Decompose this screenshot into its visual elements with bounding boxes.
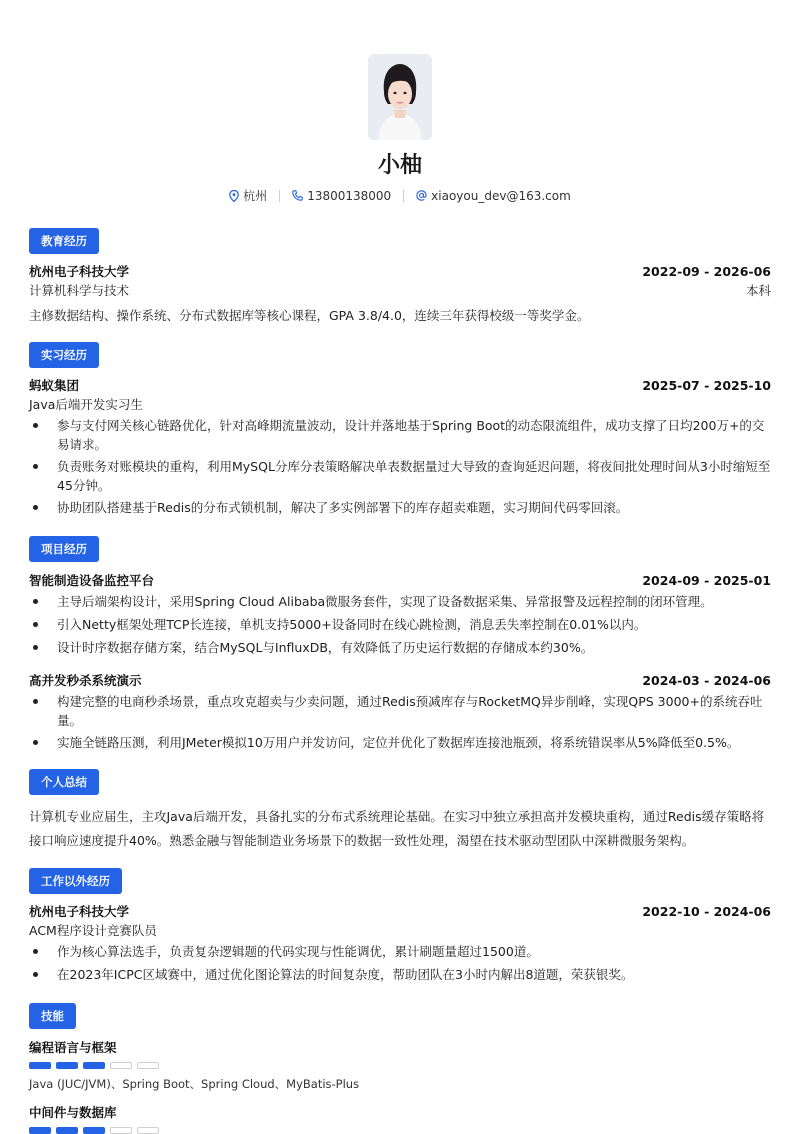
extra-date: 2022-10 - 2024-06 [642,904,771,919]
summary-text: 计算机专业应届生，主攻Java后端开发，具备扎实的分布式系统理论基础。在实习中独立承担高并发模块重构，通过Redis缓存策略将接口响应速度提升40%。熟悉金融与智能制造业务场景下的数据一致性处理，渴望在技术驱动型团队中深耕微服务架构。 [29,809,765,848]
section-projects [29,536,771,752]
degree: 本科 [745,283,771,298]
list-item: 引入Netty框架处理TCP长连接，单机支持5000+设备同时在线心跳检测，消息丢失率控制在0.01%以内。 [29,615,771,634]
education-date: 2022-09 - 2026-06 [642,264,771,279]
company-name: 蚂蚁集团 [29,378,80,393]
section-tag-summary: 个人总结 [29,769,99,795]
level-segment-filled [83,1127,105,1134]
skill-item [29,1103,771,1134]
section-tag-skills: 技能 [29,1003,76,1029]
contact-phone [292,189,391,203]
level-segment-empty [110,1127,132,1134]
list-item: 协助团队搭建基于Redis的分布式锁机制，解决了多实例部署下的库存超卖难题，实习期间代码零回滚。 [29,498,771,517]
skill-level-bar [29,1062,771,1069]
contact-location [229,187,267,204]
email-at-icon [416,190,427,201]
level-segment-filled [29,1127,51,1134]
contact-email [416,189,571,203]
phone-icon [292,190,303,201]
level-segment-empty [137,1062,159,1069]
level-segment-empty [137,1127,159,1134]
extra-header-row [29,902,771,920]
list-item: 实施全链路压测，利用JMeter模拟10万用户并发访问，定位并优化了数据库连接池瓶颈，将系统错误率从5%降低至0.5%。 [29,733,771,752]
skill-level-bar [29,1127,771,1134]
level-segment-filled [56,1127,78,1134]
divider [403,190,404,202]
major: 计算机科学与技术 [29,283,130,298]
internship-date: 2025-07 - 2025-10 [642,378,771,393]
section-extra [29,868,771,984]
section-tag-education: 教育经历 [29,228,99,254]
project-bullets [29,692,771,752]
project-date: 2024-09 - 2025-01 [642,573,771,588]
section-tag-internship: 实习经历 [29,342,99,368]
list-item: 参与支付网关核心链路优化，针对高峰期流量波动，设计并落地基于Spring Boot的动态限流组件，成功支撑了日均200万+的交易请求。 [29,416,771,454]
list-item: 构建完整的电商秒杀场景，重点攻克超卖与少卖问题，通过Redis预减库存与RocketMQ异步削峰，实现QPS 3000+的系统吞吐量。 [29,692,771,730]
skill-desc: Java (JUC/JVM)、Spring Boot、Spring Cloud、MyBatis-Plus [29,1077,360,1091]
org-name: 杭州电子科技大学 [29,904,130,919]
skill-item [29,1038,771,1092]
project-name: 智能制造设备监控平台 [29,573,155,588]
contact-info [29,187,771,204]
project-date: 2024-03 - 2024-06 [642,673,771,688]
list-item: 在2023年ICPC区域赛中，通过优化图论算法的时间复杂度，帮助团队在3小时内解出8道题，荣获银奖。 [29,965,771,984]
role-title: ACM程序设计竞赛队员 [29,923,157,938]
project-header-row [29,571,771,589]
list-item: 主导后端架构设计，采用Spring Cloud Alibaba微服务套件，实现了设备数据采集、异常报警及远程控制的闭环管理。 [29,592,771,611]
role-title: Java后端开发实习生 [29,397,143,412]
section-tag-projects: 项目经历 [29,536,99,562]
education-sub-row [29,281,771,299]
section-summary [29,769,771,853]
location-text: 杭州 [243,189,268,203]
skill-title: 中间件与数据库 [29,1105,117,1120]
candidate-name: 小柚 [377,153,422,178]
resume-header [29,0,771,204]
internship-header-row [29,376,771,394]
level-segment-filled [29,1062,51,1069]
extra-role [29,921,771,939]
section-tag-extra: 工作以外经历 [29,868,122,894]
internship-bullets [29,416,771,517]
skill-title: 编程语言与框架 [29,1040,117,1055]
education-desc: 主修数据结构、操作系统、分布式数据库等核心课程，GPA 3.8/4.0，连续三年获得校级一等奖学金。 [29,308,590,323]
project-name: 高并发秒杀系统演示 [29,673,142,688]
location-pin-icon [229,190,239,202]
divider [279,190,280,202]
avatar [368,54,432,140]
level-segment-empty [110,1062,132,1069]
section-internship [29,342,771,517]
internship-role [29,395,771,413]
level-segment-filled [83,1062,105,1069]
list-item: 作为核心算法选手，负责复杂逻辑题的代码实现与性能调优，累计刷题量超过1500道。 [29,942,771,961]
level-segment-filled [56,1062,78,1069]
project-header-row [29,671,771,689]
education-header-row [29,262,771,280]
section-education [29,228,771,326]
school-name: 杭州电子科技大学 [29,264,130,279]
list-item: 设计时序数据存储方案，结合MySQL与InfluxDB，有效降低了历史运行数据的存储成本约30%。 [29,638,771,657]
section-skills [29,1003,771,1134]
project-bullets [29,592,771,657]
list-item: 负责账务对账模块的重构，利用MySQL分库分表策略解决单表数据量过大导致的查询延迟问题，将夜间批处理时间从3小时缩短至45分钟。 [29,457,771,495]
extra-bullets [29,942,771,984]
phone-text: 13800138000 [307,188,392,203]
email-text: xiaoyou_dev@163.com [431,188,571,203]
